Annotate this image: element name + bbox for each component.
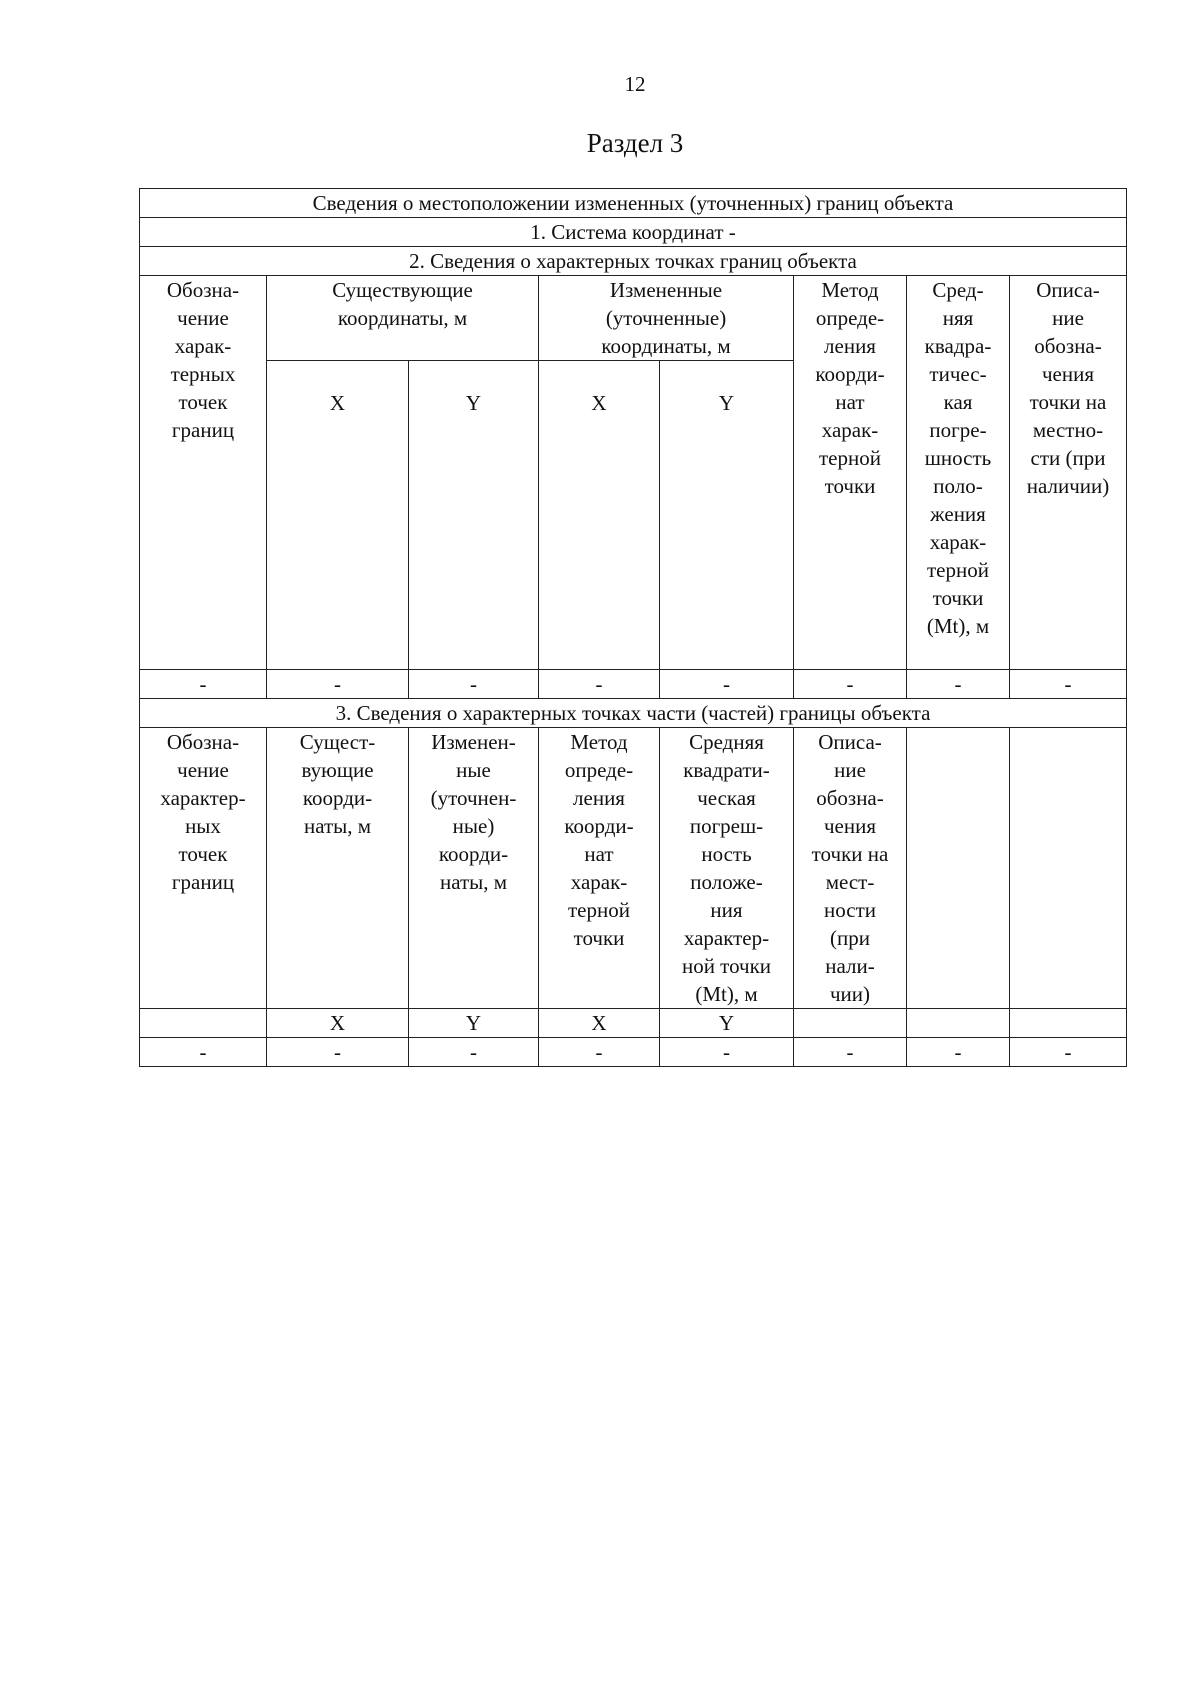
s2-sub-y-changed: Y [660,361,794,670]
s3-empty-cell [907,728,1010,1009]
s3-empty-cell [794,1009,907,1038]
s3-sub-y-changed: Y [660,1009,794,1038]
s2-sub-x-existing: X [267,361,409,670]
table-title: Сведения о местоположении измененных (уточненных) границ объекта [140,189,1127,218]
s2-col-changed-coords: Измененные (уточненные) координаты, м [539,276,794,361]
s2-data-cell: - [1010,670,1127,699]
page-number: 12 [624,72,646,96]
s3-col-method: Метод опреде- ления коорди- нат харак- терной точки [539,728,660,1009]
s3-sub-y-existing: Y [409,1009,539,1038]
s2-data-cell: - [907,670,1010,699]
s2-data-cell: - [794,670,907,699]
s2-data-cell: - [140,670,267,699]
section-title: Раздел 3 [586,128,684,158]
s3-col-existing-coords: Сущест- вующие коорди- наты, м [267,728,409,1009]
boundary-points-table [139,188,1127,1067]
s2-col-existing-coords: Существующие координаты, м [267,276,539,361]
s3-sub-x-changed: X [539,1009,660,1038]
s2-col-rms-error: Сред- няя квадра- тичес- кая погре- шность поло- жения харак- терной точки (Mt), м [907,276,1010,670]
s3-data-cell: - [660,1038,794,1067]
s3-col-rms-error: Средняя квадрати- ческая погреш- ность положе- ния характер- ной точки (Mt), м [660,728,794,1009]
s3-data-cell: - [140,1038,267,1067]
s3-col-description: Описа- ние обозна- чения точки на мест- ности (при нали- чии) [794,728,907,1009]
s3-data-cell: - [539,1038,660,1067]
s3-col-changed-coords: Изменен- ные (уточнен- ные) коорди- наты, м [409,728,539,1009]
s2-data-cell: - [539,670,660,699]
s2-data-cell: - [660,670,794,699]
s2-data-cell: - [409,670,539,699]
s3-sub-x-existing: X [267,1009,409,1038]
s2-col-method: Метод опреде- ления коорди- нат харак- терной точки [794,276,907,670]
s2-col-description: Описа- ние обозна- чения точки на местно- сти (при наличии) [1010,276,1127,670]
s2-sub-x-changed: X [539,361,660,670]
section-3-heading: 3. Сведения о характерных точках части (частей) границы объекта [140,699,1127,728]
coordinate-system-row: 1. Система координат - [140,218,1127,247]
s3-data-cell: - [794,1038,907,1067]
s2-sub-y-existing: Y [409,361,539,670]
s2-col-designation: Обозна- чение харак- терных точек границ [140,276,267,670]
s3-data-cell: - [1010,1038,1127,1067]
s3-empty-cell [1010,728,1127,1009]
s3-empty-cell [140,1009,267,1038]
s3-empty-cell [1010,1009,1127,1038]
s3-col-designation: Обозна- чение характер- ных точек границ [140,728,267,1009]
s3-data-cell: - [409,1038,539,1067]
s3-data-cell: - [907,1038,1010,1067]
section-2-heading: 2. Сведения о характерных точках границ объекта [140,247,1127,276]
s2-data-cell: - [267,670,409,699]
s3-empty-cell [907,1009,1010,1038]
s3-data-cell: - [267,1038,409,1067]
